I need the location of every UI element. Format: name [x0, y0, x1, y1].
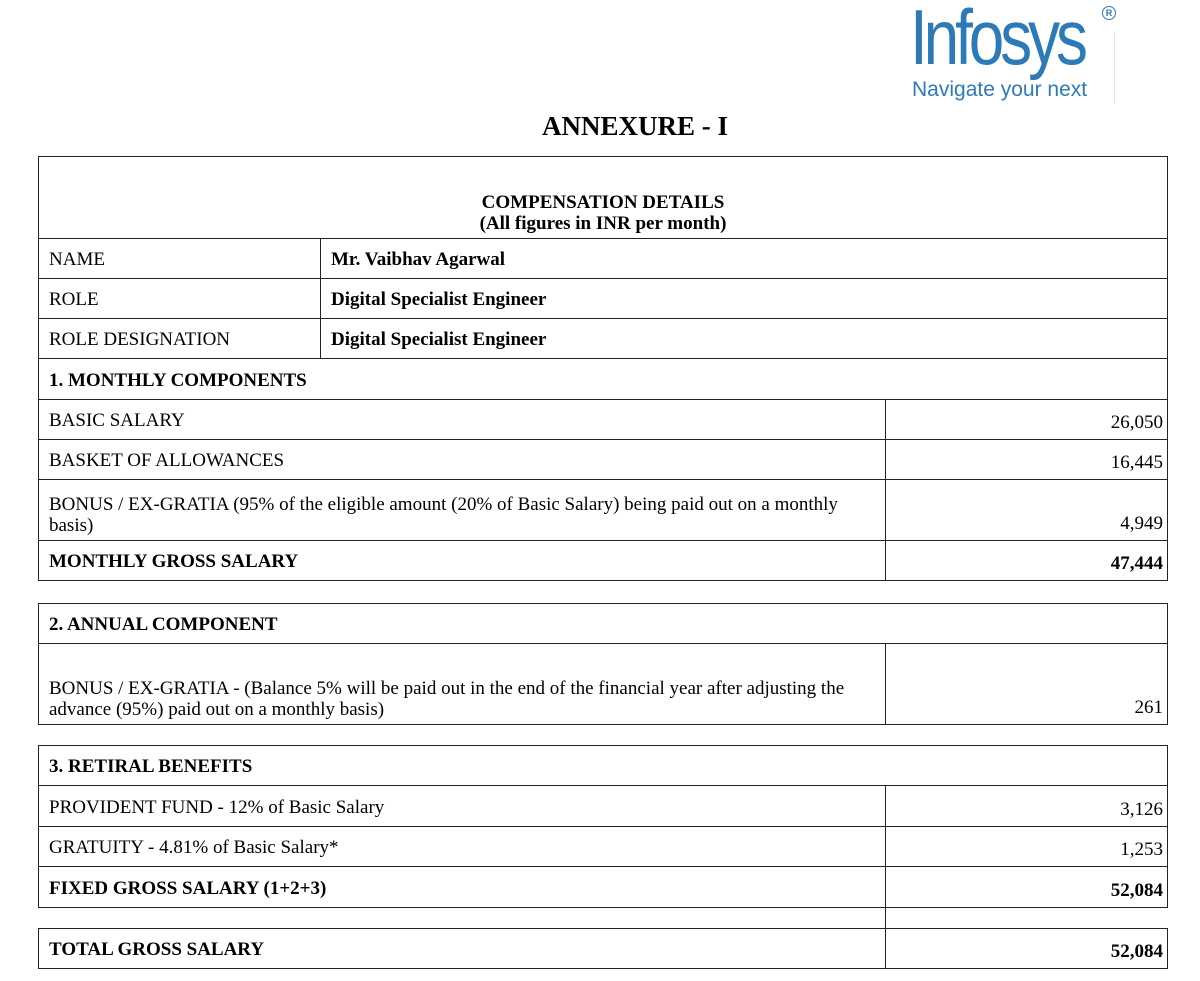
retiral-benefits-table — [38, 745, 1168, 928]
name-value: Mr. Vaibhav Agarwal — [321, 239, 1168, 279]
monthly-gross-label: MONTHLY GROSS SALARY — [39, 541, 886, 581]
monthly-section-row — [39, 359, 1168, 400]
fixed-gross-label: FIXED GROSS SALARY (1+2+3) — [39, 867, 886, 908]
designation-label: ROLE DESIGNATION — [39, 319, 321, 359]
total-gross-table — [38, 928, 1168, 969]
basic-salary-label: BASIC SALARY — [39, 400, 886, 440]
monthly-bonus-label: BONUS / EX-GRATIA (95% of the eligible amount (20% of Basic Salary) being paid out on a monthly basis) — [39, 480, 886, 541]
role-value: Digital Specialist Engineer — [321, 279, 1168, 319]
total-gross-label: TOTAL GROSS SALARY — [39, 929, 886, 969]
compensation-table — [38, 156, 1168, 581]
compensation-subheading: (All figures in INR per month) — [479, 213, 727, 234]
compensation-heading: COMPENSATION DETAILS — [481, 192, 725, 213]
designation-value: Digital Specialist Engineer — [321, 319, 1168, 359]
provident-fund-label: PROVIDENT FUND - 12% of Basic Salary — [39, 786, 886, 827]
spacer-cell — [39, 908, 886, 928]
annual-section-row — [39, 604, 1168, 644]
fixed-gross-value: 52,084 — [886, 867, 1168, 908]
provident-fund-value: 3,126 — [886, 786, 1168, 827]
infosys-logo — [906, 2, 1118, 104]
spacer-cell — [886, 908, 1168, 928]
name-label: NAME — [39, 239, 321, 279]
allowances-value: 16,445 — [886, 440, 1168, 480]
registered-mark-icon: R — [1102, 6, 1116, 20]
retiral-section-title: 3. RETIRAL BENEFITS — [39, 746, 1168, 786]
fixed-gross-row — [39, 867, 1168, 908]
table-row — [39, 480, 1168, 541]
monthly-bonus-value: 4,949 — [886, 480, 1168, 541]
name-row — [39, 239, 1168, 279]
table-row — [39, 644, 1168, 725]
annual-section-title: 2. ANNUAL COMPONENT — [39, 604, 1168, 644]
table-row — [39, 440, 1168, 480]
total-gross-value: 52,084 — [886, 929, 1168, 969]
allowances-label: BASKET OF ALLOWANCES — [39, 440, 886, 480]
annual-bonus-value: 261 — [886, 644, 1168, 725]
table-row — [39, 786, 1168, 827]
compensation-header — [39, 157, 1168, 239]
logo-wordmark: Infosys — [910, 0, 1084, 81]
role-row — [39, 279, 1168, 319]
designation-row — [39, 319, 1168, 359]
role-label: ROLE — [39, 279, 321, 319]
compensation-header-row — [39, 157, 1168, 239]
table-row — [39, 400, 1168, 440]
monthly-section-title: 1. MONTHLY COMPONENTS — [39, 359, 1168, 400]
logo-tagline: Navigate your next — [912, 78, 1088, 101]
basic-salary-value: 26,050 — [886, 400, 1168, 440]
table-row — [39, 827, 1168, 867]
monthly-gross-value: 47,444 — [886, 541, 1168, 581]
annual-component-table — [38, 603, 1168, 725]
annual-bonus-label: BONUS / EX-GRATIA - (Balance 5% will be paid out in the end of the financial year after adjusting the advance (95%) paid out on a monthly basis) — [39, 644, 886, 725]
total-gross-row — [39, 929, 1168, 969]
annexure-title: ANNEXURE - I — [541, 111, 728, 141]
retiral-section-row — [39, 746, 1168, 786]
monthly-total-row — [39, 541, 1168, 581]
gratuity-label: GRATUITY - 4.81% of Basic Salary* — [39, 827, 886, 867]
logo-divider — [1114, 32, 1115, 104]
gratuity-value: 1,253 — [886, 827, 1168, 867]
spacer-row — [39, 908, 1168, 928]
